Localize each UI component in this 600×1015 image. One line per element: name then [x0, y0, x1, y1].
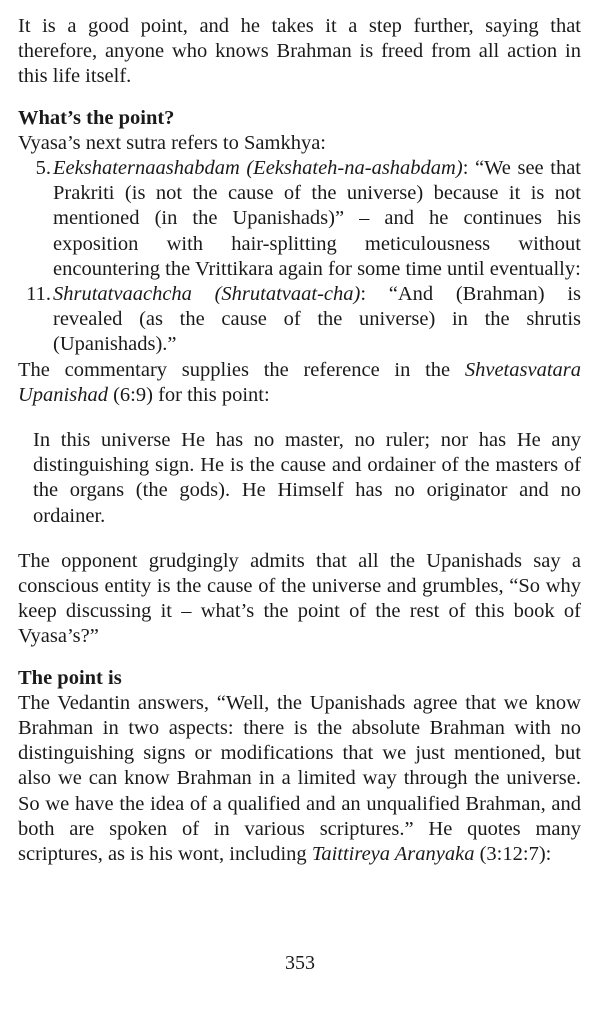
sutra-text: : “And (Brahman) is revealed (as the cause of the universe) in the shrutis (Upanishads).”: [53, 283, 581, 356]
sutra-5: [18, 156, 581, 282]
paragraph-vedantin: The Vedantin answers, “Well, the Upanishads agree that we know Brahman in two aspects: there is the absolute Brahman with no distinguishing signs or modifications that we just mentioned, but also we can know Brahman in a limited way through the universe. So we have the idea of a qualified and an unqualified Brahman, and both are spoken of in various scriptures.” He quotes many scriptures, as is his wont, including Taittireya Aranyaka (3:12:7):: [18, 691, 581, 866]
page-number: 353: [285, 952, 315, 974]
paragraph-opponent: The opponent grudgingly admits that all the Upanishads say a conscious entity is the cause of the universe and grumbles, “So why keep discussing it – what’s the point of the rest of this book of Vyasa’s?”: [18, 549, 581, 648]
sutra-number: 5.: [35, 157, 51, 180]
sutra-name: Eekshaternaashabdam (Eekshateh-na-ashabdam): [53, 157, 463, 180]
section-heading-the-point-is: The point is: [18, 666, 122, 689]
paragraph-samkhya: Vyasa’s next sutra refers to Samkhya:: [18, 131, 326, 154]
block-quote: In this universe He has no master, no ruler; nor has He any distinguishing sign. He is the cause and ordainer of the masters of the organs (the gods). He Himself has no originator and no ordainer.: [33, 429, 581, 527]
paragraph-intro: It is a good point, and he takes it a step further, saying that therefore, anyone who knows Brahman is freed from all action in this life itself.: [18, 15, 581, 88]
source-title: Taittireya Aranyaka: [311, 843, 475, 866]
sutra-name: Shrutatvaachcha (Shrutatvaat-cha): [53, 283, 361, 306]
paragraph-commentary: The commentary supplies the reference in the Shvetasvatara Upanishad (6:9) for this point:: [18, 358, 581, 406]
sutra-text: : “We see that Prakriti (is not the cause of the universe) because it is not mentioned (in the Upanishads)” – and he continues his exposition with hair-splitting meticulousness without encountering the Vrittikara again for some time until eventually:: [53, 157, 581, 280]
page-content: [18, 14, 581, 867]
source-title: Shvetasvatara Upanishad: [18, 358, 581, 406]
sutra-11: [18, 282, 581, 358]
section-heading-whats-the-point: What’s the point?: [18, 106, 175, 129]
sutra-number: 11.: [26, 283, 51, 306]
